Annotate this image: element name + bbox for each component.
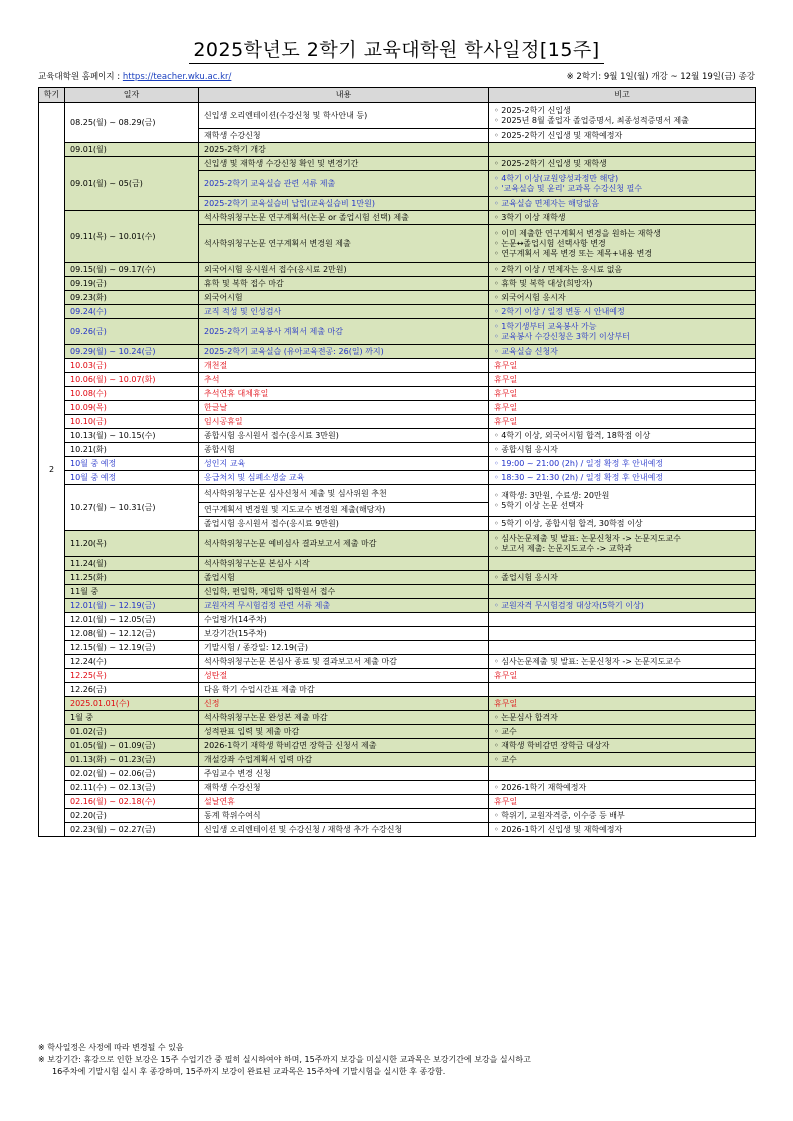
note-cell: [489, 171, 756, 197]
table-row: [39, 739, 756, 753]
date-cell: 09.19(금): [65, 277, 199, 291]
table-row: [39, 711, 756, 725]
note-cell: [489, 809, 756, 823]
content-cell: 연구계획서 변경원 및 지도교수 변경원 제출(해당자): [199, 503, 489, 517]
table-row: [39, 781, 756, 795]
note-cell: [489, 471, 756, 485]
table-row: [39, 373, 756, 387]
note-line: ◦ 보고서 제출: 논문지도교수 -> 교학과: [494, 543, 632, 553]
note-line: ◦ '교육실습 및 윤리' 교과목 수강신청 필수: [494, 183, 643, 193]
date-cell: 10.27(월) ~ 10.31(금): [65, 485, 199, 531]
content-cell: 신입생 및 재학생 수강신청 확인 및 변경기간: [199, 157, 489, 171]
note-cell: [489, 129, 756, 143]
date-cell: 10.06(월) ~ 10.07(화): [65, 373, 199, 387]
content-cell: 수업평가(14주차): [199, 613, 489, 627]
table-row: [39, 277, 756, 291]
content-cell: 성탄절: [199, 669, 489, 683]
note-cell: [489, 197, 756, 211]
date-cell: 08.25(월) ~ 08.29(금): [65, 103, 199, 143]
content-cell: 교원자격 무시험검정 관련 서류 제출: [199, 599, 489, 613]
note-line: ◦ 1학기생부터 교육봉사 가능: [494, 321, 597, 331]
header-semester: 학기: [39, 88, 65, 103]
date-cell: 09.01(월): [65, 143, 199, 157]
note-cell: [489, 725, 756, 739]
footnote: ※ 보강기간: 휴강으로 인한 보강은 15주 수업기간 중 필히 실시하여야 하며, 15주까지 보강을 미실시한 교과목은 보강기간에 보강을 실시하고: [38, 1055, 531, 1064]
date-cell: 10.21(화): [65, 443, 199, 457]
note-cell: [489, 345, 756, 359]
note-cell: [489, 415, 756, 429]
content-cell: 외국어시험: [199, 291, 489, 305]
date-cell: 10.13(월) ~ 10.15(수): [65, 429, 199, 443]
footnote: 16주차에 기말시험 실시 후 종강하며, 15주까지 보강이 완료된 교과목은 15주차에 기말시험을 실시한 후 종강함.: [52, 1067, 446, 1076]
content-cell: 신정: [199, 697, 489, 711]
note-cell: [489, 627, 756, 641]
note-cell: [489, 655, 756, 669]
table-row: [39, 263, 756, 277]
note-line: ◦ 교수: [494, 726, 517, 736]
note-cell: [489, 429, 756, 443]
table-row: [39, 655, 756, 669]
header-content: 내용: [199, 88, 489, 103]
content-cell: 주임교수 변경 신청: [199, 767, 489, 781]
table-row: [39, 531, 756, 557]
note-cell: [489, 103, 756, 129]
date-cell: 1월 중: [65, 711, 199, 725]
content-cell: 추석연휴 대체휴일: [199, 387, 489, 401]
note-line: ◦ 재학생: 3만원, 수료생: 20만원: [494, 490, 610, 500]
table-row: [39, 613, 756, 627]
table-row: [39, 401, 756, 415]
content-cell: 외국어시험 응시원서 접수(응시료 2만원): [199, 263, 489, 277]
content-cell: 한글날: [199, 401, 489, 415]
content-cell: 재학생 수강신청: [199, 781, 489, 795]
note-line: ◦ 논문↔졸업시험 선택사항 변경: [494, 238, 606, 248]
note-cell: [489, 557, 756, 571]
date-cell: 09.29(월) ~ 10.24(금): [65, 345, 199, 359]
content-cell: 석사학위청구논문 심사신청서 제출 및 심사위원 추천: [199, 485, 489, 503]
content-cell: 석사학위청구논문 연구계획서 변경원 제출: [199, 225, 489, 263]
note-line: ◦ 휴학 및 복학 대상(희망자): [494, 278, 593, 288]
date-cell: 10월 중 예정: [65, 471, 199, 485]
note-line: ◦ 2025-2학기 신입생 및 재학예정자: [494, 130, 623, 140]
note-cell: [489, 443, 756, 457]
note-line: ◦ 2025-2학기 신입생: [494, 105, 571, 115]
note-cell: [489, 211, 756, 225]
note-line: 휴무일: [494, 360, 518, 370]
content-cell: 신입생 오리엔테이션 및 수강신청 / 재학생 추가 수강신청: [199, 823, 489, 837]
note-cell: [489, 739, 756, 753]
date-cell: 02.16(월) ~ 02.18(수): [65, 795, 199, 809]
note-line: ◦ 심사논문제출 및 발표: 논문신청자 -> 논문지도교수: [494, 656, 681, 666]
homepage-label: 교육대학원 홈페이지 :: [38, 72, 123, 82]
note-cell: [489, 823, 756, 837]
note-cell: [489, 585, 756, 599]
date-cell: 09.26(금): [65, 319, 199, 345]
date-cell: 10월 중 예정: [65, 457, 199, 471]
date-cell: 11월 중: [65, 585, 199, 599]
schedule-table: [38, 87, 756, 837]
table-row: [39, 359, 756, 373]
note-line: ◦ 2025년 8월 졸업자 졸업증명서, 최종성적증명서 제출: [494, 115, 689, 125]
table-row: [39, 103, 756, 129]
table-row: [39, 683, 756, 697]
content-cell: 종합시험: [199, 443, 489, 457]
note-line: ◦ 학위기, 교원자격증, 이수증 등 배부: [494, 810, 625, 820]
content-cell: 2025-2학기 교육실습비 납입(교육실습비 1만원): [199, 197, 489, 211]
homepage-info: [38, 70, 231, 84]
note-line: ◦ 종합시험 응시자: [494, 444, 558, 454]
date-cell: 10.09(목): [65, 401, 199, 415]
date-cell: 2025.01.01(수): [65, 697, 199, 711]
date-cell: 12.25(목): [65, 669, 199, 683]
note-line: ◦ 연구계획서 제목 변경 또는 제목+내용 변경: [494, 248, 653, 258]
note-line: ◦ 교원자격 무시험검정 대상자(5학기 이상): [494, 600, 644, 610]
content-cell: 석사학위청구논문 예비심사 결과보고서 제출 마감: [199, 531, 489, 557]
note-line: ◦ 5학기 이상, 종합시험 합격, 30학점 이상: [494, 518, 643, 528]
note-line: ◦ 18:30 ~ 21:30 (2h) / 일정 확정 후 안내예정: [494, 472, 664, 482]
date-cell: 09.23(화): [65, 291, 199, 305]
note-cell: [489, 683, 756, 697]
content-cell: 교직 적성 및 인성검사: [199, 305, 489, 319]
note-cell: [489, 373, 756, 387]
date-cell: 09.11(목) ~ 10.01(수): [65, 211, 199, 263]
note-cell: [489, 143, 756, 157]
note-line: ◦ 교육실습 신청자: [494, 346, 558, 356]
info-row: [38, 70, 755, 84]
note-cell: [489, 263, 756, 277]
note-cell: [489, 641, 756, 655]
date-cell: 10.08(수): [65, 387, 199, 401]
table-row: [39, 387, 756, 401]
content-cell: 졸업시험 응시원서 접수(응시료 9만원): [199, 517, 489, 531]
title-wrap: [0, 38, 793, 64]
table-row: [39, 585, 756, 599]
note-cell: [489, 767, 756, 781]
content-cell: 2025-2학기 개강: [199, 143, 489, 157]
table-row: [39, 753, 756, 767]
note-line: ◦ 심사논문제출 및 발표: 논문신청자 -> 논문지도교수: [494, 533, 681, 543]
note-cell: [489, 305, 756, 319]
note-cell: [489, 277, 756, 291]
content-cell: 기말시험 / 종강일: 12.19(금): [199, 641, 489, 655]
date-cell: 12.24(수): [65, 655, 199, 669]
note-line: ◦ 2학기 이상 / 일정 변동 시 안내예정: [494, 306, 625, 316]
table-row: [39, 211, 756, 225]
table-row: [39, 767, 756, 781]
table-row: [39, 823, 756, 837]
content-cell: 석사학위청구논문 본심사 시작: [199, 557, 489, 571]
table-row: [39, 429, 756, 443]
content-cell: 석사학위청구논문 완성본 제출 마감: [199, 711, 489, 725]
schedule-body: [39, 103, 756, 837]
table-row: [39, 571, 756, 585]
date-cell: 09.15(월) ~ 09.17(수): [65, 263, 199, 277]
date-cell: 11.25(화): [65, 571, 199, 585]
table-row: [39, 641, 756, 655]
note-line: ◦ 19:00 ~ 21:00 (2h) / 일정 확정 후 안내예정: [494, 458, 664, 468]
table-row: [39, 457, 756, 471]
table-row: [39, 795, 756, 809]
table-row: [39, 319, 756, 345]
note-cell: [489, 711, 756, 725]
header-note: 비고: [489, 88, 756, 103]
content-cell: 신입학, 편입학, 재입학 입학원서 접수: [199, 585, 489, 599]
content-cell: 성적판표 입력 및 제출 마감: [199, 725, 489, 739]
content-cell: 성인지 교육: [199, 457, 489, 471]
note-line: 휴무일: [494, 698, 518, 708]
table-row: [39, 725, 756, 739]
date-cell: 11.24(월): [65, 557, 199, 571]
date-cell: 12.15(월) ~ 12.19(금): [65, 641, 199, 655]
date-cell: 02.20(금): [65, 809, 199, 823]
table-row: [39, 697, 756, 711]
note-line: ◦ 2025-2학기 신입생 및 재학생: [494, 158, 607, 168]
table-row: [39, 157, 756, 171]
content-cell: 다음 학기 수업시간표 제출 마감: [199, 683, 489, 697]
note-cell: [489, 669, 756, 683]
table-row: [39, 443, 756, 457]
table-row: [39, 669, 756, 683]
content-cell: 석사학위청구논문 본심사 종료 및 결과보고서 제출 마감: [199, 655, 489, 669]
date-cell: 12.26(금): [65, 683, 199, 697]
date-cell: 02.23(월) ~ 02.27(금): [65, 823, 199, 837]
table-row: [39, 143, 756, 157]
content-cell: 개설강좌 수업계획서 입력 마감: [199, 753, 489, 767]
note-cell: [489, 531, 756, 557]
note-line: ◦ 교수: [494, 754, 517, 764]
note-cell: [489, 387, 756, 401]
date-cell: 02.11(수) ~ 02.13(금): [65, 781, 199, 795]
note-line: ◦ 4학기 이상(교원양성과정만 해당): [494, 173, 619, 183]
date-cell: 01.02(금): [65, 725, 199, 739]
date-cell: 10.03(금): [65, 359, 199, 373]
content-cell: 2026-1학기 재학생 학비감면 장학금 신청서 제출: [199, 739, 489, 753]
note-cell: [489, 359, 756, 373]
note-cell: [489, 613, 756, 627]
note-line: 휴무일: [494, 402, 518, 412]
content-cell: 2025-2학기 교육실습 (유아교육전공: 26(일) 까지): [199, 345, 489, 359]
note-cell: [489, 795, 756, 809]
note-line: 휴무일: [494, 388, 518, 398]
note-line: ◦ 논문심사 합격자: [494, 712, 558, 722]
note-line: ◦ 2026-1학기 재학예정자: [494, 782, 587, 792]
note-cell: [489, 517, 756, 531]
date-cell: 01.13(화) ~ 01.23(금): [65, 753, 199, 767]
date-cell: 09.24(수): [65, 305, 199, 319]
note-cell: [489, 599, 756, 613]
content-cell: 졸업시험: [199, 571, 489, 585]
date-cell: 12.01(월) ~ 12.05(금): [65, 613, 199, 627]
table-row: [39, 471, 756, 485]
table-row: [39, 305, 756, 319]
note-line: ◦ 교육실습 면제자는 해당없음: [494, 198, 600, 208]
note-cell: [489, 697, 756, 711]
table-row: [39, 415, 756, 429]
note-line: ◦ 2026-1학기 신입생 및 재학예정자: [494, 824, 623, 834]
footnote: ※ 학사일정은 사정에 따라 변경될 수 있음: [38, 1043, 184, 1052]
semester-range: ※ 2학기: 9월 1일(월) 개강 ~ 12월 19일(금) 종강: [566, 72, 755, 82]
note-line: ◦ 5학기 이상 논문 선택자: [494, 500, 584, 510]
table-row: [39, 627, 756, 641]
note-line: ◦ 3학기 이상 재학생: [494, 212, 566, 222]
note-cell: [489, 401, 756, 415]
table-row: [39, 809, 756, 823]
content-cell: 설날연휴: [199, 795, 489, 809]
table-row: [39, 599, 756, 613]
note-cell: [489, 157, 756, 171]
note-cell: [489, 319, 756, 345]
table-row: [39, 345, 756, 359]
content-cell: 석사학위청구논문 연구계획서(논문 or 졸업시험 선택) 제출: [199, 211, 489, 225]
note-line: ◦ 이미 제출한 연구계획서 변경을 원하는 재학생: [494, 228, 661, 238]
content-cell: 2025-2학기 교육봉사 계획서 제출 마감: [199, 319, 489, 345]
homepage-link[interactable]: https://teacher.wku.ac.kr/: [122, 72, 232, 82]
note-cell: [489, 225, 756, 263]
note-cell: [489, 781, 756, 795]
date-cell: 11.20(목): [65, 531, 199, 557]
date-cell: 10.10(금): [65, 415, 199, 429]
content-cell: 응급처치 및 심폐소생술 교육: [199, 471, 489, 485]
date-cell: 12.08(월) ~ 12.12(금): [65, 627, 199, 641]
content-cell: 보강기간(15주차): [199, 627, 489, 641]
header-date: 일자: [65, 88, 199, 103]
table-row: [39, 557, 756, 571]
note-cell: [489, 291, 756, 305]
note-line: 휴무일: [494, 416, 518, 426]
note-line: ◦ 재학생 학비감면 장학금 대상자: [494, 740, 610, 750]
note-cell: [489, 457, 756, 471]
note-line: ◦ 2학기 이상 / 면제자는 응시료 없음: [494, 264, 623, 274]
footnotes: [38, 1042, 755, 1078]
content-cell: 임시공휴일: [199, 415, 489, 429]
note-line: ◦ 졸업시험 응시자: [494, 572, 558, 582]
note-cell: [489, 571, 756, 585]
date-cell: 02.02(월) ~ 02.06(금): [65, 767, 199, 781]
date-cell: 09.01(월) ~ 05(금): [65, 157, 199, 211]
note-line: 휴무일: [494, 796, 518, 806]
note-line: ◦ 교육봉사 수강신청은 3학기 이상부터: [494, 331, 630, 341]
table-row: [39, 291, 756, 305]
table-row: [39, 485, 756, 503]
content-cell: 2025-2학기 교육실습 관련 서류 제출: [199, 171, 489, 197]
note-line: 휴무일: [494, 670, 518, 680]
date-cell: 01.05(월) ~ 01.09(금): [65, 739, 199, 753]
content-cell: 종합시험 응시원서 접수(응시료 3만원): [199, 429, 489, 443]
date-cell: 12.01(월) ~ 12.19(금): [65, 599, 199, 613]
content-cell: 휴학 및 복학 접수 마감: [199, 277, 489, 291]
note-line: ◦ 4학기 이상, 외국어시험 합격, 18학점 이상: [494, 430, 651, 440]
content-cell: 추석: [199, 373, 489, 387]
note-cell: [489, 753, 756, 767]
content-cell: 동계 학위수여식: [199, 809, 489, 823]
note-line: ◦ 외국어시험 응시자: [494, 292, 566, 302]
semester-cell: 2: [39, 103, 65, 837]
content-cell: 신입생 오리엔테이션(수강신청 및 학사안내 등): [199, 103, 489, 129]
content-cell: 재학생 수강신청: [199, 129, 489, 143]
note-line: 휴무일: [494, 374, 518, 384]
content-cell: 개천절: [199, 359, 489, 373]
page-title: 2025학년도 2학기 교육대학원 학사일정[15주]: [189, 38, 603, 64]
note-cell: [489, 485, 756, 517]
